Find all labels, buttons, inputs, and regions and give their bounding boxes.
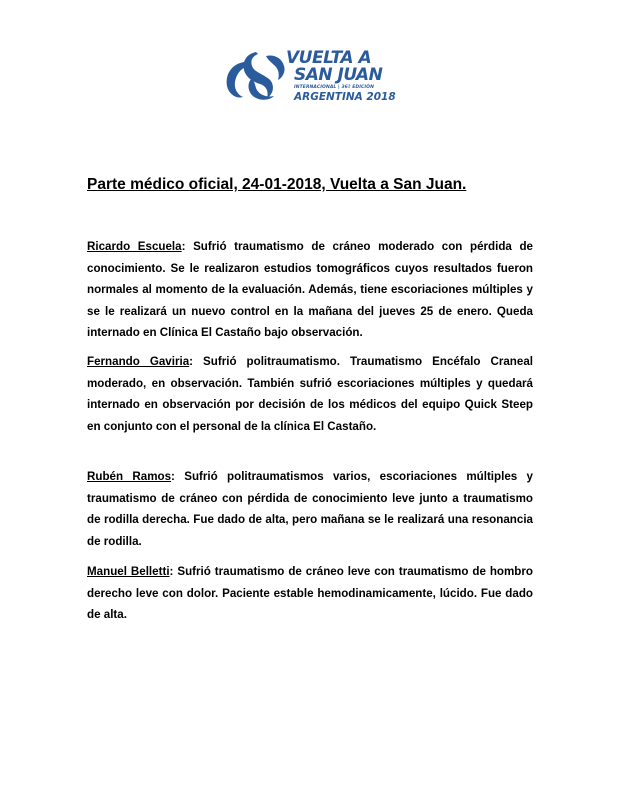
rider-name: Manuel Belletti	[87, 565, 170, 578]
logo-wordmark	[286, 50, 396, 102]
logo-line-2: SAN JUAN	[294, 65, 383, 85]
rider-name: Ricardo Escuela	[87, 240, 182, 253]
medical-entry	[87, 466, 533, 552]
entry-text: Sufrió traumatismo de cráneo moderado con pérdida de conocimiento. Se le realizaron estudios tomográficos cuyos resultados fueron normales al momento de la evaluación. Además, tiene escoriaciones múltiples y se le realizará un nuevo control en la mañana del jueves 25 de enero. Queda internado en Clínica El Castaño bajo observación.	[87, 240, 533, 339]
name-separator: :	[189, 355, 204, 368]
event-logo	[222, 46, 412, 106]
entry-text: Sufrió traumatismo de cráneo leve con traumatismo de hombro derecho leve con dolor. Paciente estable hemodinamicamente, lúcido. Fue dado de alta.	[87, 565, 533, 621]
medical-entry	[87, 561, 533, 626]
medical-entry	[87, 351, 533, 437]
name-separator: :	[171, 470, 185, 483]
logo-line-3: ARGENTINA 2018	[294, 90, 396, 103]
entry-text: Sufrió politraumatismos varios, escoriaciones múltiples y traumatismo de cráneo con pérdida de conocimiento leve junto a traumatismo de rodilla derecha. Fue dado de alta, pero mañana se le realizará una resonancia de rodilla.	[87, 470, 533, 548]
logo-subtitle: INTERNACIONAL | 36ª EDICIÓN	[294, 85, 374, 90]
medical-entry	[87, 236, 533, 344]
name-separator: :	[181, 240, 194, 253]
document-title: Parte médico oficial, 24-01-2018, Vuelta a San Juan.	[87, 176, 467, 193]
entry-text: Sufrió politraumatismo. Traumatismo Encéfalo Craneal moderado, en observación. También sufrió escoriaciones múltiples y quedará internado en observación por decisión de los médicos del equipo Quick Steep en conjunto con el personal de la clínica El Castaño.	[87, 355, 533, 433]
logo-line-1: VUELTA A	[286, 48, 372, 68]
name-separator: :	[169, 565, 178, 578]
rider-name: Rubén Ramos	[87, 470, 172, 483]
rider-name: Fernando Gaviria	[87, 355, 190, 368]
